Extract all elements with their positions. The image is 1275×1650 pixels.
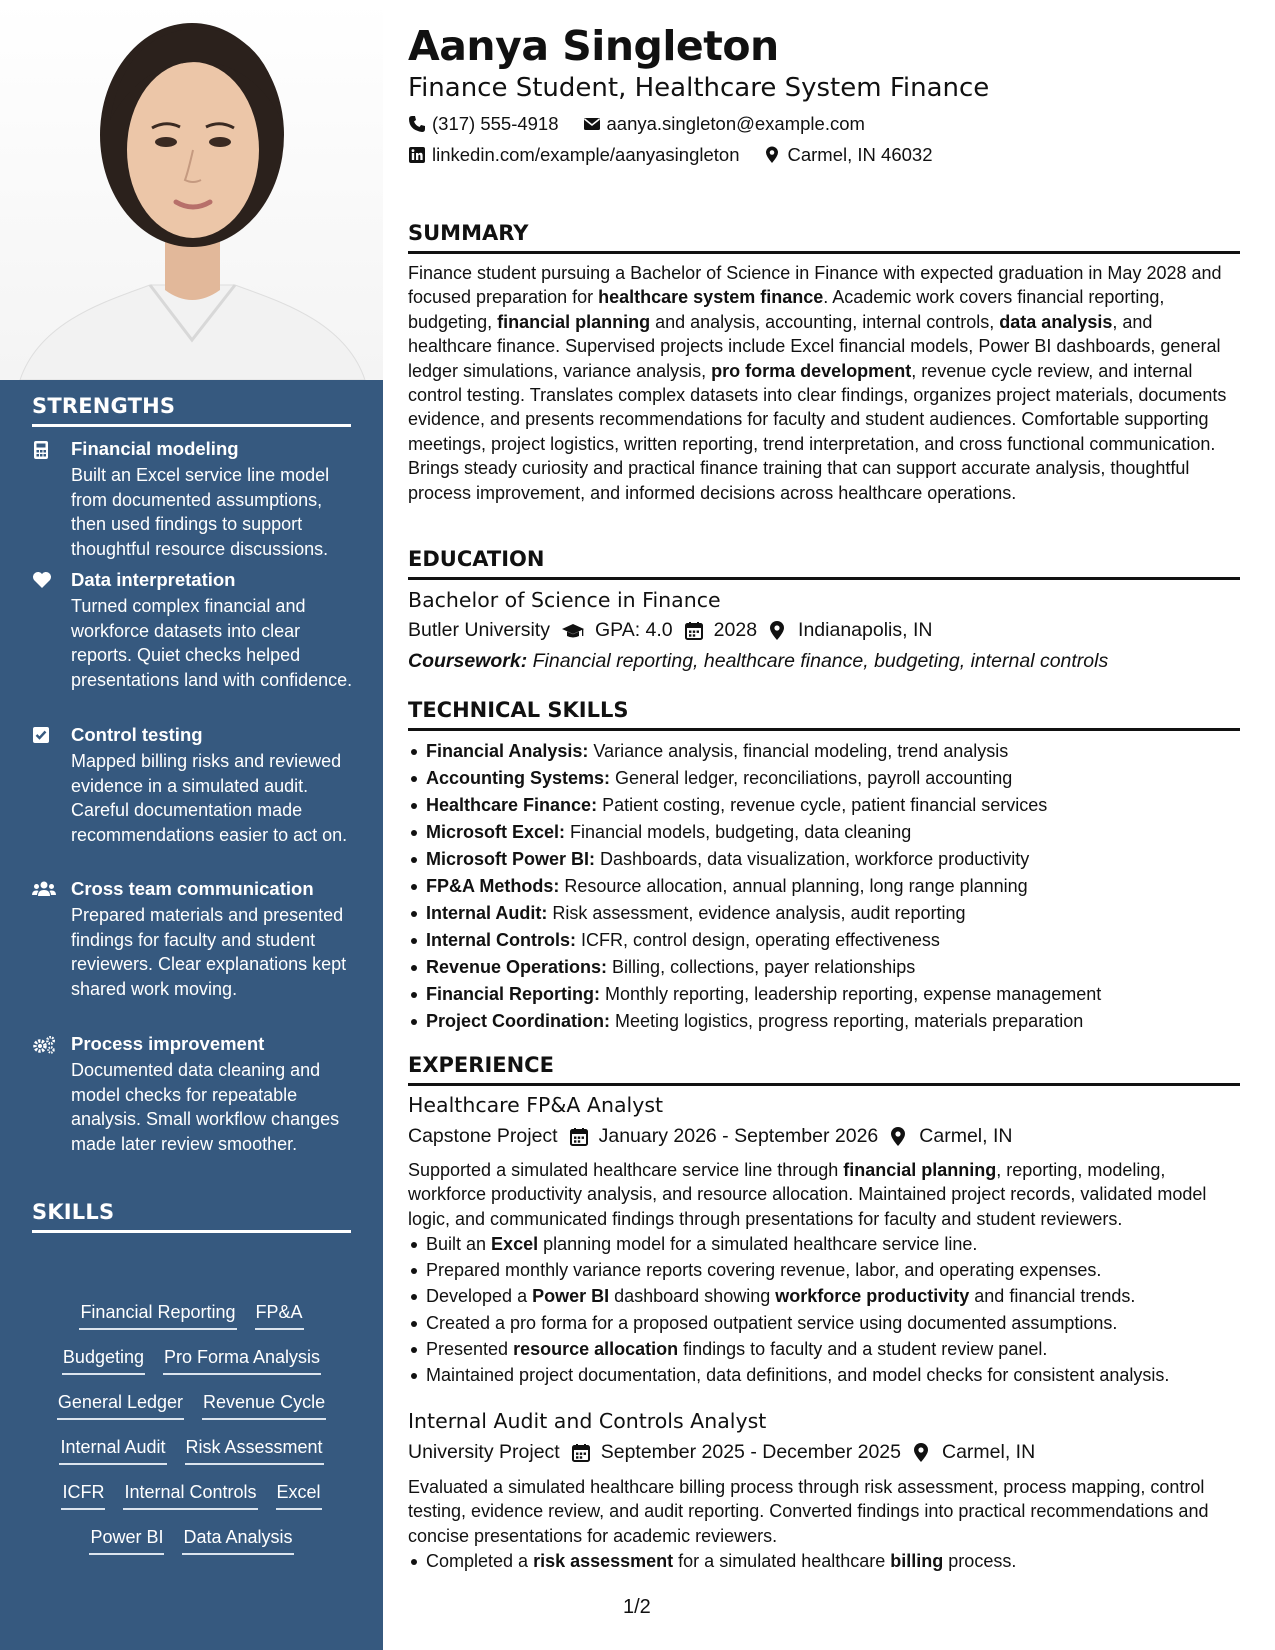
- job-bullet: [426, 1362, 1240, 1388]
- graduation-year: 2028: [713, 619, 758, 641]
- skill-chip: FP&A: [255, 1300, 304, 1330]
- technical-skill-item: [426, 954, 1240, 981]
- job-organization: University Project: [408, 1441, 560, 1463]
- technical-skills-list: [408, 738, 1240, 1035]
- technical-skill-item: [426, 900, 1240, 927]
- skill-chip: Pro Forma Analysis: [163, 1345, 321, 1375]
- gears-icon: [32, 1035, 54, 1055]
- skills-chip-row: [32, 1390, 351, 1435]
- skill-chip: Financial Reporting: [79, 1300, 236, 1330]
- skill-value: Financial models, budgeting, data cleaning: [565, 822, 912, 842]
- summary-heading: SUMMARY: [408, 221, 529, 245]
- map-pin-icon: [768, 621, 788, 641]
- technical-skill-item: [426, 819, 1240, 846]
- calendar-icon: [569, 1127, 589, 1147]
- skill-chip: Risk Assessment: [185, 1435, 324, 1465]
- skills-chip-row: [32, 1300, 351, 1345]
- contact-row: [408, 144, 932, 166]
- skill-label: Revenue Operations:: [426, 957, 608, 977]
- education-rule: [408, 577, 1240, 580]
- text-run: Completed a: [426, 1551, 534, 1571]
- strengths-rule: [32, 424, 351, 427]
- job-dates: September 2025 - December 2025: [600, 1441, 901, 1463]
- candidate-name: Aanya Singleton: [408, 22, 779, 70]
- text-run: process.: [943, 1551, 1017, 1571]
- skill-label: Healthcare Finance:: [426, 795, 598, 815]
- technical-skills-heading: TECHNICAL SKILLS: [408, 698, 629, 722]
- emphasis-text: healthcare system finance: [598, 287, 824, 308]
- text-run: Built an: [426, 1234, 492, 1254]
- text-run: , and healthcare finance. Supervised projects include Excel financial models, Power BI dashboards, general ledger simulations, variance analysis,: [408, 311, 1221, 381]
- job-bullet: [426, 1336, 1240, 1362]
- users-icon: [32, 880, 54, 900]
- skill-chip: Revenue Cycle: [202, 1390, 326, 1420]
- skill-chip: Internal Controls: [123, 1480, 257, 1510]
- job-location: Carmel, IN: [941, 1441, 1036, 1463]
- text-run: for a simulated healthcare: [673, 1551, 891, 1571]
- education-meta: [408, 619, 932, 642]
- skill-label: Microsoft Excel:: [426, 822, 566, 842]
- phone-text[interactable]: (317) 555-4918: [432, 113, 559, 134]
- text-run: Developed a: [426, 1286, 533, 1307]
- strength-description: Turned complex financial and workforce datasets into clear reports. Quiet checks helped presentations land with confidence.: [71, 596, 353, 690]
- skill-value: Risk assessment, evidence analysis, audit reporting: [547, 903, 966, 923]
- emphasis-text: workforce productivity: [775, 1286, 970, 1307]
- job-dates: January 2026 - September 2026: [598, 1125, 879, 1147]
- technical-skill-item: [426, 981, 1240, 1008]
- phone-icon: [408, 115, 426, 133]
- education-heading: EDUCATION: [408, 547, 545, 571]
- skill-label: FP&A Methods:: [426, 876, 560, 896]
- skill-chip: Power BI: [89, 1525, 164, 1555]
- technical-skill-item: [426, 846, 1240, 873]
- map-pin-icon: [912, 1443, 932, 1463]
- skill-value: Monthly reporting, leadership reporting, expense management: [600, 984, 1102, 1004]
- page-number: 1/2: [623, 1596, 651, 1618]
- gpa-text: GPA: 4.0: [594, 619, 673, 641]
- text-run: Presented: [426, 1338, 514, 1359]
- emphasis-text: data analysis: [999, 311, 1113, 332]
- skill-value: Billing, collections, payer relationships: [607, 957, 916, 977]
- text-run: Evaluated a simulated healthcare billing process through risk assessment, process mapping, control testing, evidence review, and audit reporting. Converted findings into practical recommendations and concise presentations for academic reviewers.: [408, 1477, 1209, 1546]
- emphasis-text: Power BI: [532, 1286, 610, 1307]
- job-meta: [408, 1125, 1012, 1148]
- linkedin-link[interactable]: linkedin.com/example/aanyasingleton: [432, 144, 740, 165]
- technical-skill-item: [426, 1008, 1240, 1035]
- emphasis-text: resource allocation: [513, 1338, 679, 1359]
- text-run: Supported a simulated healthcare service line through: [408, 1160, 844, 1180]
- experience-heading: EXPERIENCE: [408, 1053, 554, 1077]
- strength-title: Control testing: [71, 724, 203, 745]
- skill-label: Internal Controls:: [426, 930, 577, 950]
- job-bullet: [426, 1283, 1240, 1309]
- job-organization: Capstone Project: [408, 1125, 558, 1147]
- text-run: findings to faculty and a student review panel.: [678, 1338, 1048, 1359]
- technical-skills-rule: [408, 728, 1240, 731]
- skill-value: Patient costing, revenue cycle, patient financial services: [597, 795, 1048, 815]
- strength-description: Documented data cleaning and model checks for repeatable analysis. Small workflow changes made later review smoother.: [71, 1060, 340, 1154]
- job-bullet-list: [408, 1231, 1240, 1388]
- technical-skill-item: [426, 927, 1240, 954]
- strength-description: Prepared materials and presented findings for faculty and student reviewers. Clear explanations kept shared work moving.: [71, 905, 347, 999]
- skill-label: Microsoft Power BI:: [426, 849, 596, 869]
- skill-value: General ledger, reconciliations, payroll accounting: [610, 768, 1013, 788]
- emphasis-text: risk assessment: [533, 1551, 674, 1571]
- coursework-label: Coursework:: [408, 650, 528, 672]
- skill-label: Financial Analysis:: [426, 741, 589, 761]
- strength-description: Built an Excel service line model from documented assumptions, then used findings to support thoughtful resource discussions.: [71, 465, 330, 559]
- skill-value: ICFR, control design, operating effectiveness: [576, 930, 940, 950]
- candidate-title: Finance Student, Healthcare System Finance: [408, 73, 990, 103]
- job-summary: [408, 1475, 1240, 1548]
- emphasis-text: financial planning: [843, 1160, 997, 1180]
- job-bullet: [426, 1310, 1240, 1336]
- school-name: Butler University: [408, 619, 550, 641]
- envelope-icon: [583, 115, 601, 133]
- skill-label: Accounting Systems:: [426, 768, 611, 788]
- emphasis-text: Excel: [491, 1234, 539, 1254]
- job-meta: [408, 1441, 1035, 1464]
- technical-skill-item: [426, 738, 1240, 765]
- skill-chip: ICFR: [61, 1480, 105, 1510]
- linkedin-icon: [408, 146, 426, 164]
- strength-title: Data interpretation: [71, 569, 236, 590]
- skill-chip: Data Analysis: [182, 1525, 293, 1555]
- skills-rule: [32, 1230, 351, 1233]
- checkbox-icon: [32, 726, 54, 746]
- strength-title: Financial modeling: [71, 438, 239, 459]
- school-location: Indianapolis, IN: [798, 619, 933, 641]
- technical-skill-item: [426, 873, 1240, 900]
- emphasis-text: billing: [890, 1551, 944, 1571]
- skill-label: Financial Reporting:: [426, 984, 601, 1004]
- job-title: Internal Audit and Controls Analyst: [408, 1409, 767, 1433]
- skill-label: Project Coordination:: [426, 1011, 610, 1031]
- strength-title: Process improvement: [71, 1033, 265, 1054]
- text-run: planning model for a simulated healthcare service line.: [538, 1234, 978, 1254]
- graduation-cap-icon: [561, 621, 585, 641]
- text-run: dashboard showing: [609, 1286, 776, 1307]
- degree-title: Bachelor of Science in Finance: [408, 588, 721, 612]
- skills-chip-list: [32, 1300, 351, 1570]
- job-location: Carmel, IN: [919, 1125, 1013, 1147]
- map-pin-icon: [889, 1127, 909, 1147]
- email-link[interactable]: aanya.singleton@example.com: [606, 113, 865, 134]
- skills-heading: SKILLS: [32, 1200, 115, 1224]
- job-summary: [408, 1158, 1240, 1231]
- skills-chip-row: [32, 1525, 351, 1570]
- text-run: Finance student pursuing a Bachelor of Science in Finance with expected graduation in May 2028 and focused preparation for: [408, 263, 1222, 308]
- text-run: . Academic work covers financial reporting, budgeting,: [408, 287, 1165, 332]
- skills-chip-row: [32, 1480, 351, 1525]
- job-bullet: [426, 1257, 1240, 1283]
- skill-chip: Internal Audit: [59, 1435, 166, 1465]
- heart-icon: [32, 571, 54, 591]
- contact-row: [408, 113, 865, 135]
- calendar-icon: [571, 1443, 591, 1463]
- job-bullet-list: [408, 1548, 1240, 1574]
- skill-chip: Excel: [276, 1480, 322, 1510]
- summary-rule: [408, 251, 1240, 254]
- calculator-icon: [32, 440, 54, 460]
- job-bullet: [426, 1548, 1240, 1574]
- skill-value: Dashboards, data visualization, workforce productivity: [595, 849, 1030, 869]
- job-title: Healthcare FP&A Analyst: [408, 1093, 664, 1117]
- summary-text: [408, 261, 1240, 505]
- strengths-heading: STRENGTHS: [32, 394, 176, 418]
- text-run: , revenue cycle review, and internal control testing. Translates complex datasets into clear findings, organizes project materials, documents evidence, and presents recommendations for faculty and student audiences. Comfortable supporting meetings, project logistics, written reporting, trend interpretation, and cross functional communication. Brings steady curiosity and practical finance training that can support accurate analysis, thoughtful process improvement, and informed decisions across healthcare operations.: [408, 360, 1227, 503]
- text-run: , reporting, modeling, workforce productivity analysis, and resource allocation. Maintained project records, validated model logic, and communicated findings through presentations for faculty and student reviewers.: [408, 1160, 1207, 1229]
- technical-skill-item: [426, 765, 1240, 792]
- calendar-icon: [684, 621, 704, 641]
- sidebar: [0, 0, 383, 1650]
- skills-chip-row: [32, 1435, 351, 1480]
- strength-description: Mapped billing risks and reviewed evidence in a simulated audit. Careful documentation made recommendations easier to act on.: [71, 751, 348, 845]
- skill-value: Meeting logistics, progress reporting, materials preparation: [610, 1011, 1084, 1031]
- map-pin-icon: [764, 146, 782, 164]
- job-bullet: [426, 1231, 1240, 1257]
- coursework-line: [408, 650, 1108, 673]
- text-run: and analysis, accounting, internal controls,: [650, 311, 1000, 332]
- skill-chip: General Ledger: [57, 1390, 184, 1420]
- skill-label: Internal Audit:: [426, 903, 548, 923]
- profile-photo: [0, 0, 383, 380]
- location-text: Carmel, IN 46032: [787, 144, 933, 165]
- skill-value: Variance analysis, financial modeling, trend analysis: [588, 741, 1009, 761]
- coursework-text: Financial reporting, healthcare finance, budgeting, internal controls: [527, 650, 1109, 672]
- technical-skill-item: [426, 792, 1240, 819]
- skills-chip-row: [32, 1345, 351, 1390]
- strength-title: Cross team communication: [71, 878, 314, 899]
- skill-chip: Budgeting: [62, 1345, 145, 1375]
- emphasis-text: pro forma development: [711, 360, 912, 381]
- text-run: Prepared monthly variance reports covering revenue, labor, and operating expenses.: [426, 1260, 1102, 1281]
- text-run: Created a pro forma for a proposed outpatient service using documented assumptions.: [426, 1312, 1118, 1333]
- experience-rule: [408, 1083, 1240, 1086]
- text-run: and financial trends.: [969, 1286, 1136, 1307]
- skill-value: Resource allocation, annual planning, long range planning: [559, 876, 1028, 896]
- text-run: Maintained project documentation, data definitions, and model checks for consistent analysis.: [426, 1364, 1170, 1385]
- emphasis-text: financial planning: [497, 311, 651, 332]
